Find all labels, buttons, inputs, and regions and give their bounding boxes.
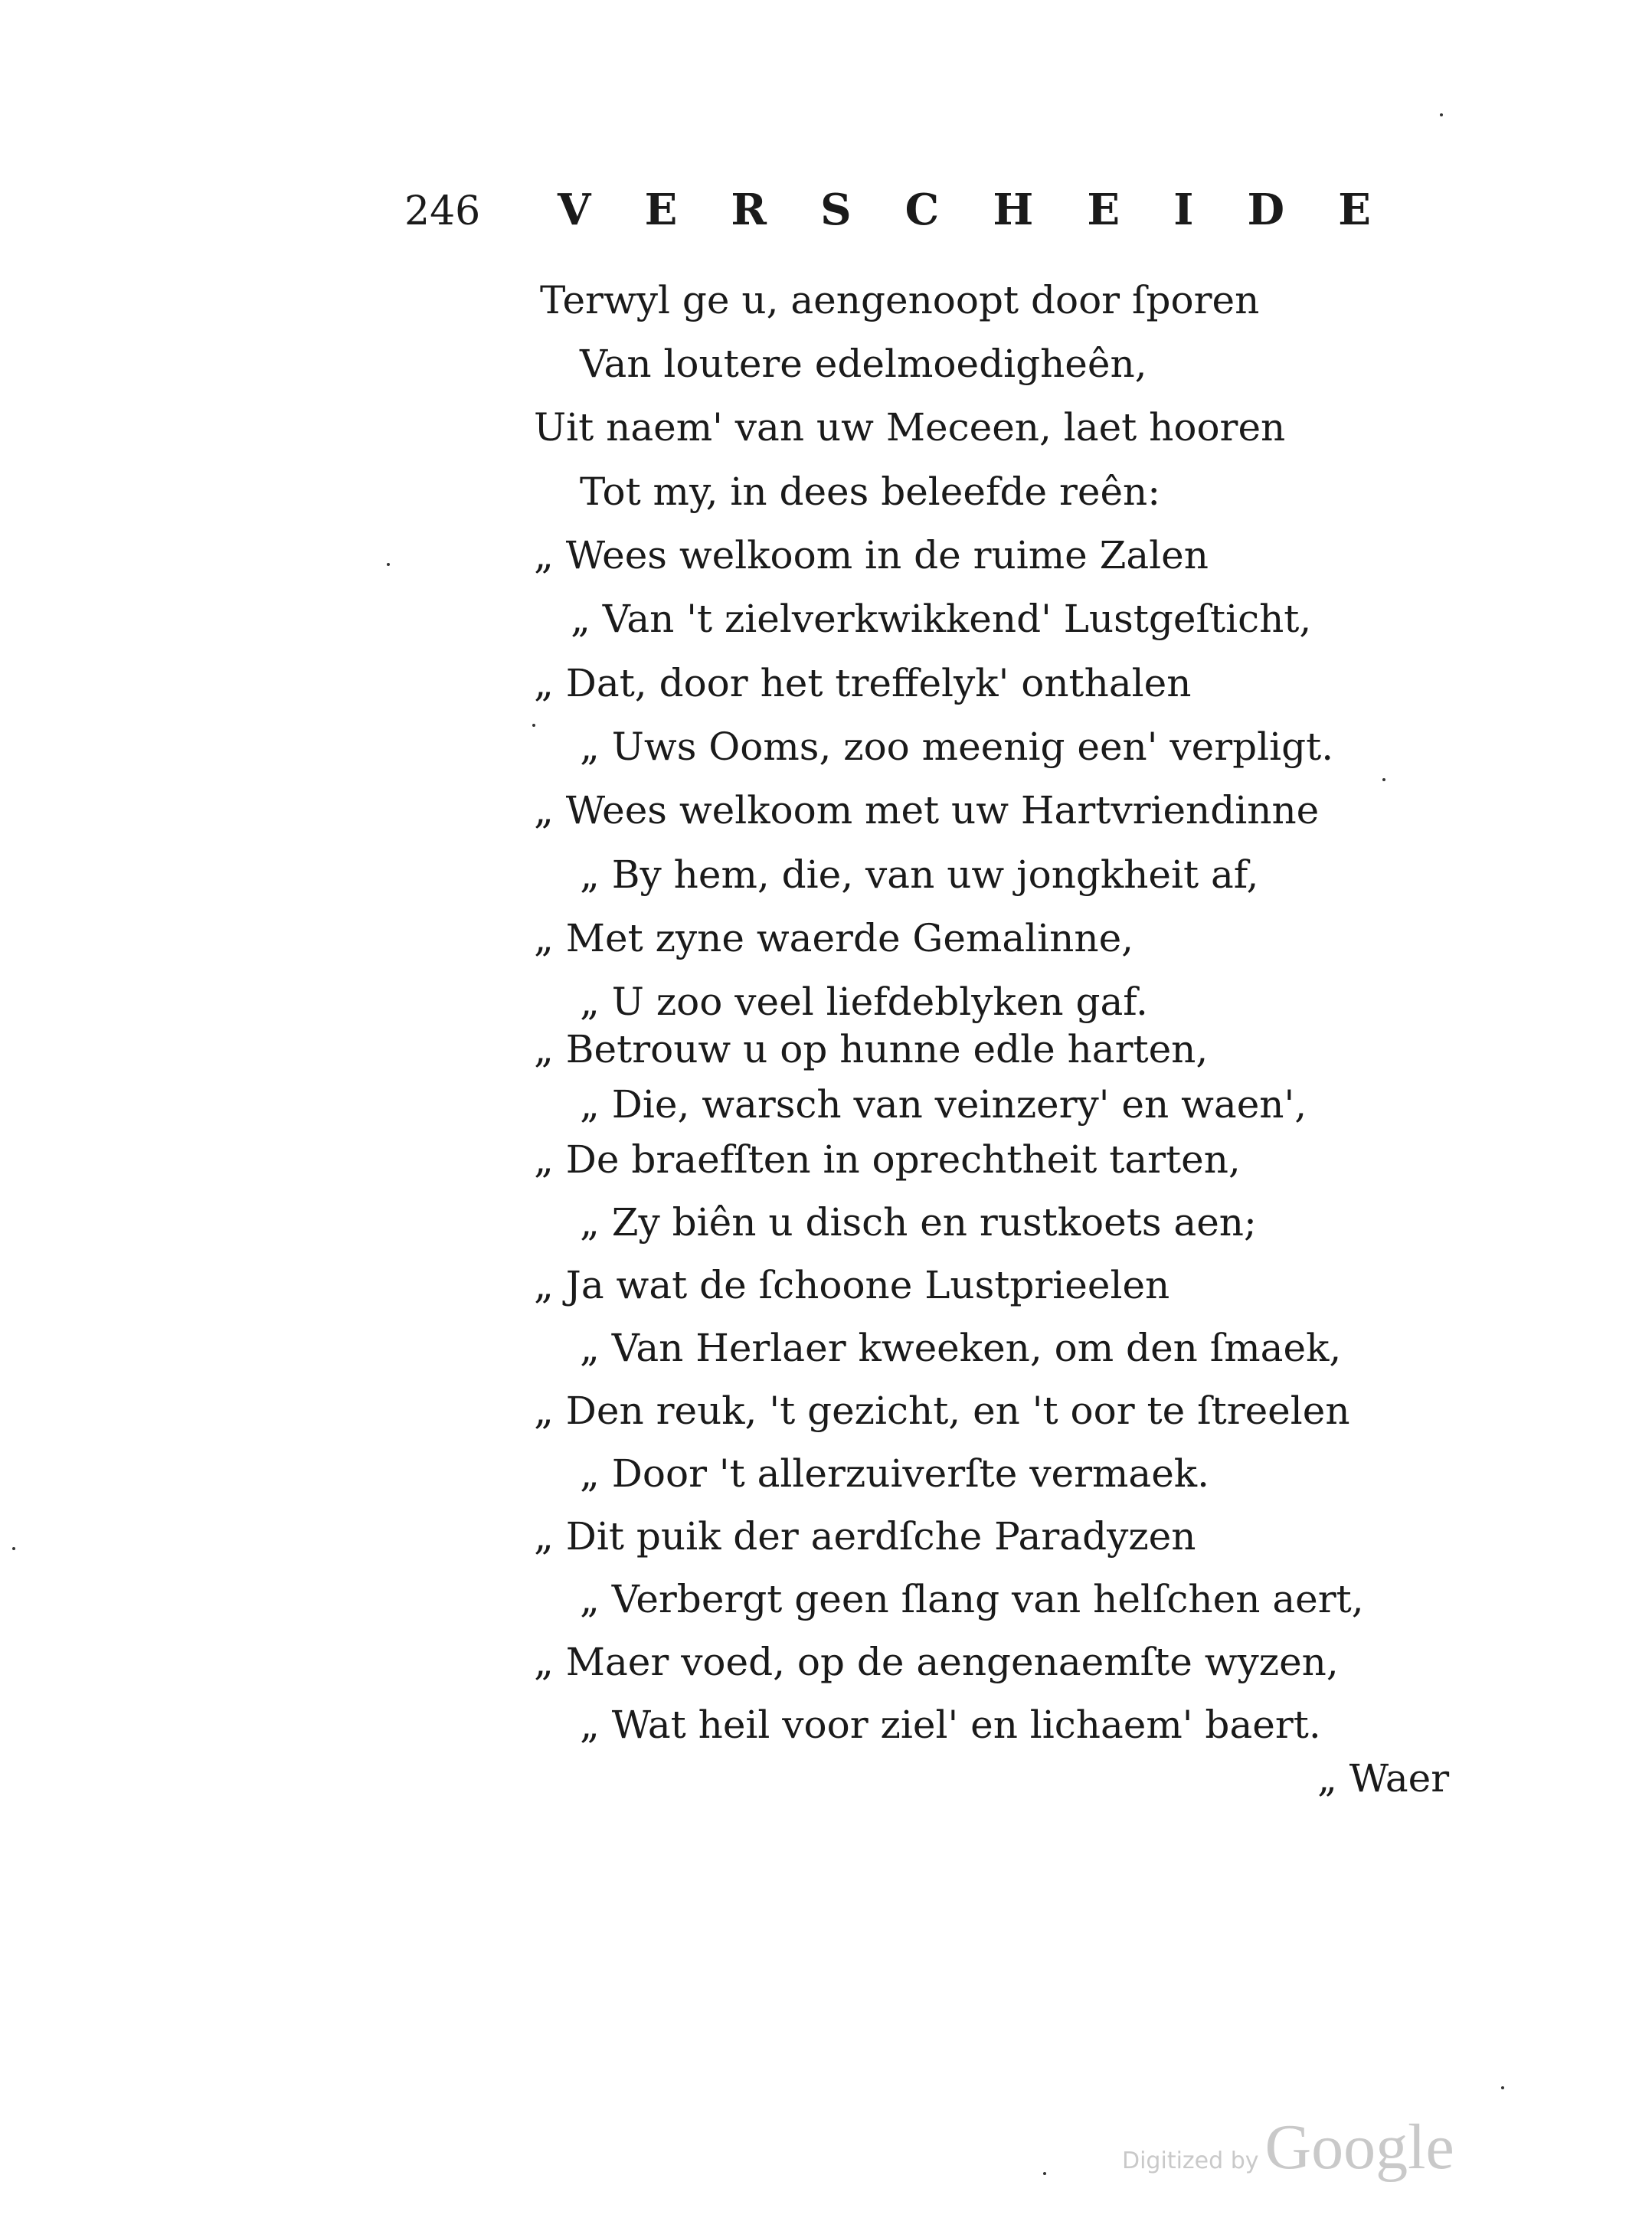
verse-line: „ U zoo veel liefdeblyken gaf. [580,980,1148,1024]
running-head-letter: C [905,185,940,235]
digitized-watermark [1122,2110,1454,2184]
paper-speck [1501,2086,1504,2089]
verse-line: „ Den reuk, 't gezicht, en 't oor te ſtreelen [534,1389,1350,1433]
verse-line: „ Van Herlaer kweeken, om den ſmaek, [580,1326,1342,1370]
verse-line: „ Wees welkoom met uw Hartvriendinne [534,788,1320,833]
running-head-letter: V [558,185,591,235]
running-head [558,185,1371,234]
page-number: 246 [404,188,481,234]
verse-line: „ Uws Ooms, zoo meenig een' verpligt. [580,725,1334,769]
paper-speck [532,724,535,727]
verse-line: Tot my, in dees beleefde reên: [580,469,1161,514]
verse-line: „ Met zyne waerde Gemalinne, [534,916,1134,960]
verse-line: „ Dat, door het treffelyk' onthalen [534,661,1192,705]
paper-speck [1440,113,1443,116]
paper-speck [1382,778,1385,781]
paper-speck [387,563,390,566]
verse-line: „ Wat heil voor ziel' en lichaem' baert. [580,1703,1321,1747]
verse-line: „ Zy biên u disch en rustkoets aen; [580,1200,1257,1245]
paper-speck [12,1547,15,1550]
verse-line: Van loutere edelmoedigheên, [580,342,1147,386]
running-head-letter: E [1338,185,1371,235]
verse-line: „ Wees welkoom in de ruime Zalen [534,533,1209,577]
running-head-letter: D [1247,185,1285,235]
running-head-letter: S [820,185,852,235]
running-head-letter: E [644,185,678,235]
running-head-letter: E [1087,185,1120,235]
running-head-letter: H [993,185,1034,235]
verse-line: „ Dit puik der aerdſche Paradyzen [534,1514,1196,1559]
running-head-letter: I [1173,185,1194,235]
watermark-brand: Google [1264,2112,1454,2183]
verse-line: Uit naem' van uw Meceen, laet hooren [534,405,1286,450]
verse-line: „ Betrouw u op hunne edle harten, [534,1027,1209,1071]
verse-line: „ Van 't zielverkwikkend' Lustgeſticht, [571,597,1312,641]
verse-line: „ Maer voed, op de aengenaemſte wyzen, [534,1640,1339,1684]
verse-line: „ Ja wat de ſchoone Lustprieelen [534,1263,1170,1307]
catchword: „ Waer [1317,1756,1450,1801]
verse-line: Terwyl ge u, aengenoopt door ſporen [540,278,1260,322]
watermark-prefix: Digitized by [1122,2148,1259,2174]
verse-line: „ Die, warsch van veinzery' en waen', [580,1082,1307,1127]
verse-line: „ De braefſten in oprechtheit tarten, [534,1137,1241,1182]
running-head-letter: R [731,185,767,235]
paper-speck [1043,2172,1046,2175]
verse-line: „ By hem, die, van uw jongkheit af, [580,852,1259,897]
verse-line: „ Door 't allerzuiverſte vermaek. [580,1451,1209,1496]
verse-line: „ Verbergt geen ſlang van helſchen aert, [580,1577,1364,1621]
